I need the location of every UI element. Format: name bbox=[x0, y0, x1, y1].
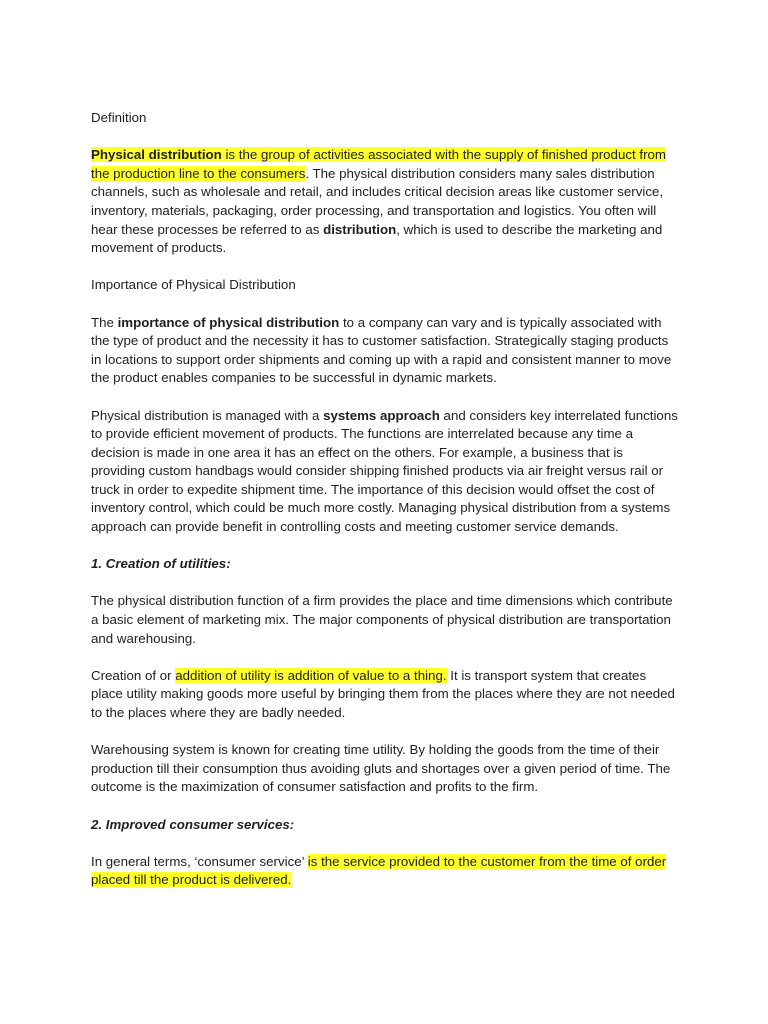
utility-value-paragraph bbox=[91, 667, 678, 723]
importance-text-start: The bbox=[91, 314, 118, 330]
consumer-text-start: In general terms, ‘consumer service’ bbox=[91, 853, 308, 869]
systems-text: and considers key interrelated functions to provide efficient movement of products. The functions are interrelated because any time a decision is made in one area it has an effect on the others. For example, a business that is providing custom handbags would consider shipping finished products via air freight versus rail or truck in order to expedite shipment time. The importance of this decision would offset the cost of inventory control, which could be much more costly. Managing physical distribution from a systems approach can provide benefit in controlling costs and meeting customer service demands. bbox=[91, 407, 678, 535]
subheading-improved-consumer-services: 2. Improved consumer services: bbox=[91, 816, 295, 832]
highlighted-utility: addition of utility is addition of value to a thing. bbox=[175, 667, 447, 683]
importance-text: to a company can vary and is typically associated with the type of product and the necessity it has to customer satisfaction. Strategically staging products in locations to support order shipments and coming up with a rapid and consistent manner to move the product enables companies to be successful in dynamic markets. bbox=[91, 314, 672, 386]
consumer-service-paragraph bbox=[91, 853, 678, 890]
utilities-paragraph: The physical distribution function of a firm provides the place and time dimensions which contribute a basic element of marketing mix. The major components of physical distribution are transportation and warehousing. bbox=[91, 593, 673, 646]
importance-paragraph bbox=[91, 314, 678, 388]
subheading-creation-of-utilities: 1. Creation of utilities: bbox=[91, 556, 231, 572]
systems-paragraph bbox=[91, 407, 678, 537]
utility-text-start: Creation of or bbox=[91, 667, 176, 683]
warehousing-paragraph: Warehousing system is known for creating time utility. By holding the goods from the time of their production till their consumption thus avoiding gluts and shortages over a given period of time. The outcome is the maximization of consumer satisfaction and profits to the firm. bbox=[91, 742, 671, 795]
importance-heading: Importance of Physical Distribution bbox=[91, 277, 296, 293]
systems-text-start: Physical distribution is managed with a bbox=[91, 407, 324, 423]
utility-text: It is transport system that creates place utility making goods more useful by bringing them from the places where they are not needed to the places where they are badly needed. bbox=[91, 667, 675, 720]
term-physical-distribution: Physical distribution bbox=[91, 147, 222, 163]
term-systems-approach: systems approach bbox=[323, 407, 440, 423]
term-distribution: distribution bbox=[323, 221, 397, 237]
definition-text-end: , which is used to describe the marketing and movement of products. bbox=[91, 221, 663, 256]
definition-paragraph bbox=[91, 146, 678, 258]
definition-text: . The physical distribution considers many sales distribution channels, such as wholesale and retail, and includes critical decision areas like customer service, inventory, materials, packaging, order processing, and transportation and logistics. You often will hear these processes be referred to as bbox=[91, 165, 664, 237]
definition-heading: Definition bbox=[91, 110, 147, 125]
highlighted-definition: is the group of activities associated with the supply of finished product from the production line to the consumers bbox=[91, 147, 666, 181]
highlighted-consumer-service: is the service provided to the customer from the time of order placed till the product is delivered. bbox=[91, 853, 667, 888]
term-importance: importance of physical distribution bbox=[117, 314, 340, 330]
